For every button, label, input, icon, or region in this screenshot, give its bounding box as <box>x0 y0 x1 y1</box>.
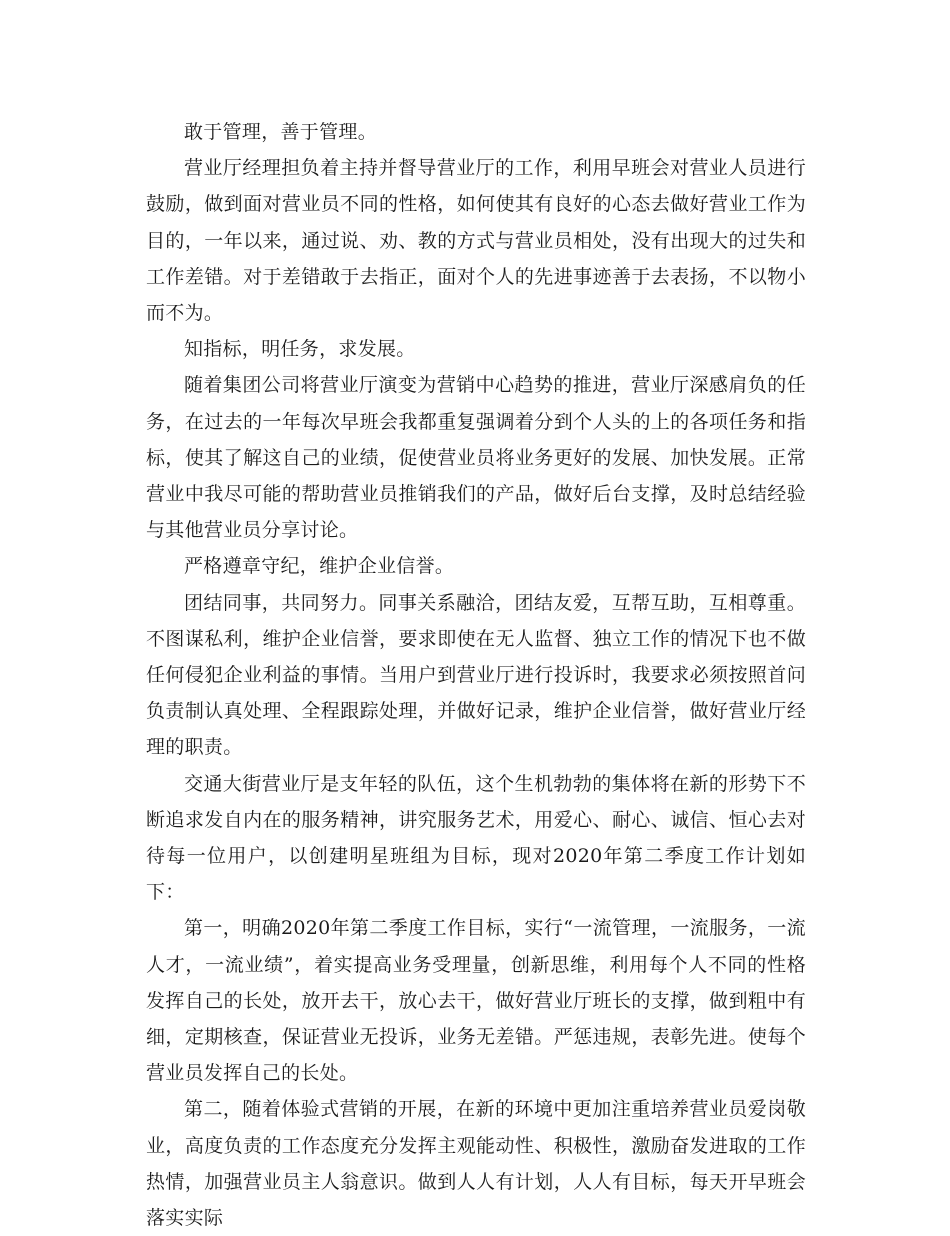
paragraph: 交通大街营业厅是支年轻的队伍，这个生机勃勃的集体将在新的形势下不断追求发自内在的服务精神，讲究服务艺术，用爱心、耐心、诚信、恒心去对待每一位用户，以创建明星班组为目标，现对2020年第二季度工作计划如下： <box>146 772 806 904</box>
paragraph: 第二，随着体验式营销的开展，在新的环境中更加注重培养营业员爱岗敬业，高度负责的工作态度充分发挥主观能动性、积极性，激励奋发进取的工作热情，加强营业员主人翁意识。做到人人有计划，人人有目标，每天开早班会落实实际 <box>146 1098 806 1230</box>
document-body <box>146 114 806 1236</box>
paragraph: 第一，明确2020年第二季度工作目标，实行“一流管理，一流服务，一流人才，一流业绩”，着实提高业务受理量，创新思维，利用每个人不同的性格发挥自己的长处，放开去干，放心去干，做好营业厅班长的支撑，做到粗中有细，定期核查，保证营业无投诉，业务无差错。严惩违规，表彰先进。使每个营业员发挥自己的长处。 <box>146 917 806 1085</box>
paragraph: 严格遵章守纪，维护企业信誉。 <box>184 555 455 578</box>
paragraph: 团结同事，共同努力。同事关系融洽，团结友爱，互帮互助，互相尊重。不图谋私利，维护企业信誉，要求即使在无人监督、独立工作的情况下也不做任何侵犯企业利益的事情。当用户到营业厅进行投诉时，我要求必须按照首问负责制认真处理、全程跟踪处理，并做好记录，维护企业信誉，做好营业厅经理的职责。 <box>146 591 806 759</box>
paragraph: 知指标，明任务，求发展。 <box>184 338 416 361</box>
paragraph: 敢于管理，善于管理。 <box>184 121 378 143</box>
paragraph: 随着集团公司将营业厅演变为营销中心趋势的推进，营业厅深感肩负的任务，在过去的一年每次早班会我都重复强调着分到个人头的上的各项任务和指标，使其了解这自己的业绩，促使营业员将业务更好的发展、加快发展。正常营业中我尽可能的帮助营业员推销我们的产品，做好后台支撑，及时总结经验与其他营业员分享讨论。 <box>146 374 806 542</box>
paragraph: 营业厅经理担负着主持并督导营业厅的工作，利用早班会对营业人员进行鼓励，做到面对营业员不同的性格，如何使其有良好的心态去做好营业工作为目的，一年以来，通过说、劝、教的方式与营业员相处，没有出现大的过失和工作差错。对于差错敢于去指正，面对个人的先进事迹善于去表扬，不以物小而不为。 <box>146 157 806 325</box>
